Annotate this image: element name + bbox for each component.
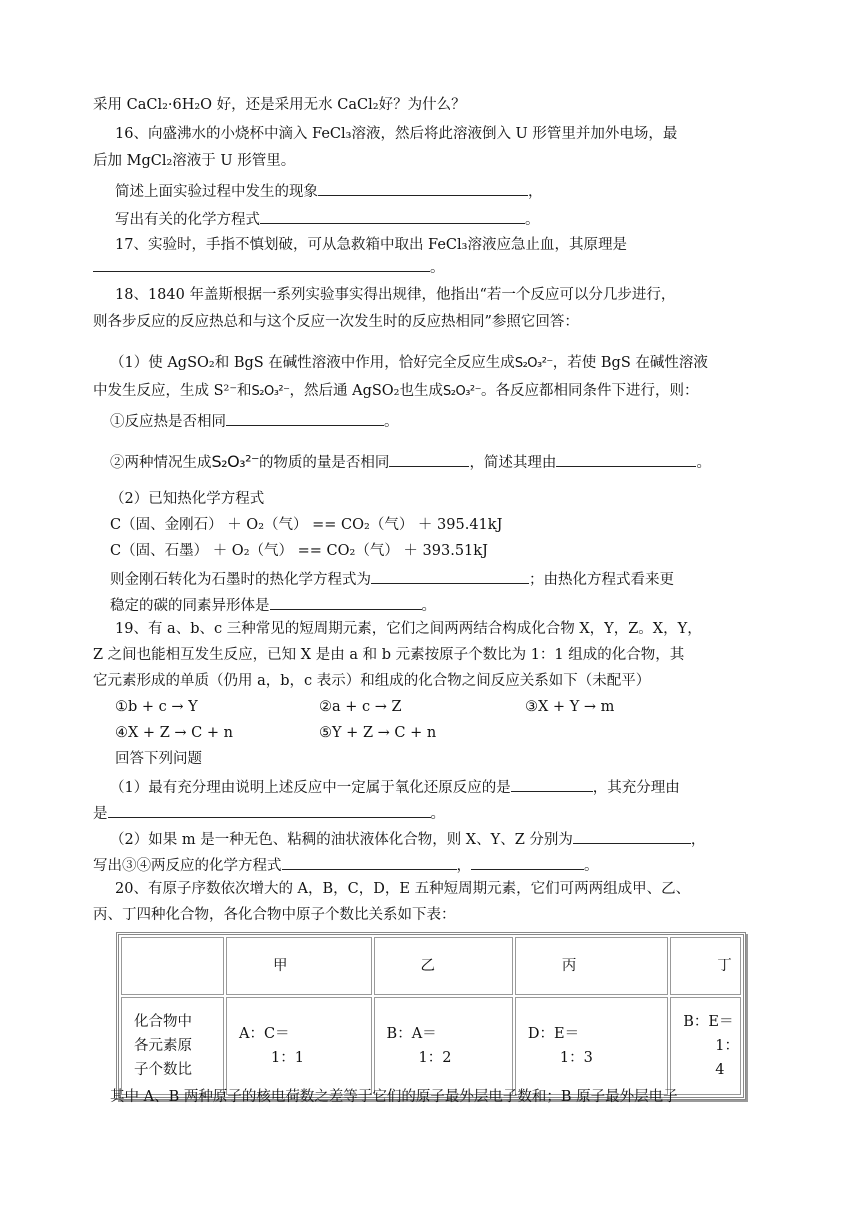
answer-blank[interactable]	[93, 258, 430, 272]
thiosulfate-ion: S₂O₃²⁻	[514, 356, 553, 371]
ratio-value: 1：3	[559, 1050, 593, 1066]
answer-blank[interactable]	[556, 453, 696, 467]
punct: 。	[384, 414, 399, 430]
punct: ，	[690, 832, 706, 848]
text-line: 后加 MgCl₂溶液于 U 形管里。	[93, 153, 296, 169]
row-header-line: 各元素原	[134, 1038, 192, 1054]
text-line: 则各步反应的反应热总和与这个反应一次发生时的反应热相同”参照它回答：	[93, 314, 579, 330]
reaction-4: ④X + Z → C + n	[115, 725, 233, 741]
ratio-value: 1：1	[270, 1050, 304, 1066]
ratio-label: B：E＝	[683, 1014, 734, 1030]
prompt: 。各反应都相同条件下进行，则：	[480, 383, 699, 399]
text-line	[110, 830, 705, 848]
text-line	[110, 412, 399, 430]
thiosulfate-ion: S₂O₃²⁻	[211, 452, 259, 471]
ratio-label: A：C＝	[238, 1026, 290, 1042]
punct: 。	[584, 858, 599, 874]
prompt: （1）最有充分理由说明上述反应中一定属于氧化还原反应的是	[110, 780, 511, 796]
text-line	[93, 856, 599, 874]
answer-blank[interactable]	[318, 182, 528, 196]
text-line: Z 之间也能相互发生反应，已知 X 是由 a 和 b 元素按原子个数比为 1：1 组成的化合物，其	[93, 647, 685, 663]
text-line	[93, 384, 698, 399]
table-header: 乙	[374, 937, 513, 995]
prompt: 写出③④两反应的化学方程式	[93, 858, 282, 874]
thiosulfate-ion: S₂O₃²⁻	[251, 384, 290, 399]
question-19: 19、有 a、b、c 三种常见的短周期元素，它们之间两两结合构成化合物 X，Y，Z。X，Y，	[115, 621, 702, 637]
equation-graphite: C（固、石墨） ＋ O₂（气） == CO₂（气） ＋ 393.51kJ	[110, 543, 488, 559]
reaction-5: ⑤Y + Z → C + n	[319, 725, 437, 741]
ratio-label: B：A＝	[386, 1026, 437, 1042]
row-header-line: 子个数比	[134, 1062, 192, 1078]
table-cell	[374, 997, 513, 1095]
equation-diamond: C（固、金刚石） ＋ O₂（气） == CO₂（气） ＋ 395.41kJ	[110, 517, 503, 533]
answer-blank[interactable]	[260, 210, 525, 224]
prompt: 的物质的量是否相同	[258, 455, 390, 471]
prompt: ，简述其理由	[469, 455, 557, 471]
table-header: 甲	[226, 937, 372, 995]
text-line	[110, 570, 674, 588]
answer-blank[interactable]	[471, 856, 584, 870]
table-cell	[226, 997, 372, 1095]
text-line	[115, 182, 543, 200]
question-18: 18、1840 年盖斯根据一系列实验事实得出规律，他指出“若一个反应可以分几步进行，	[115, 287, 676, 303]
answer-blank[interactable]	[226, 412, 384, 426]
text-line	[93, 804, 445, 822]
answer-blank[interactable]	[371, 570, 529, 584]
prompt: 写出有关的化学方程式	[115, 212, 260, 228]
table-corner	[121, 937, 224, 995]
punct: ，	[456, 858, 471, 874]
text-line	[110, 356, 708, 371]
reaction-3: ③X + Y → m	[525, 699, 615, 715]
table-header: 丁	[670, 937, 741, 995]
punct: 。	[525, 212, 540, 228]
punct: 。	[430, 806, 445, 822]
text-line: （2）已知热化学方程式	[110, 491, 265, 507]
prompt: 中发生反应，生成 S²⁻和	[93, 383, 252, 399]
text-line	[110, 596, 436, 614]
thiosulfate-ion: S₂O₃²⁻	[443, 384, 481, 399]
table-header: 丙	[515, 937, 668, 995]
prompt: 是	[93, 806, 108, 822]
punct: ，	[528, 184, 543, 200]
answer-blank[interactable]	[573, 830, 691, 844]
question-17: 17、实验时，手指不慎划破，可从急救箱中取出 FeCl₃溶液应急止血，其原理是	[115, 237, 627, 253]
text-line: 它元素形成的单质（仍用 a，b，c 表示）和组成的化合物之间反应关系如下（未配平）	[93, 673, 651, 689]
ratio-value: 1：4	[715, 1038, 739, 1078]
text-line: 回答下列问题	[115, 751, 202, 767]
ratio-value: 1：2	[418, 1050, 452, 1066]
prompt: ②两种情况生成	[110, 455, 212, 471]
text-line	[110, 778, 680, 796]
question-20: 20、有原子序数依次增大的 A，B，C，D，E 五种短周期元素，它们可两两组成甲、乙、	[115, 881, 691, 897]
prompt: 则金刚石转化为石墨时的热化学方程式为	[110, 572, 371, 588]
answer-blank[interactable]	[282, 856, 457, 870]
text-line	[93, 258, 445, 276]
row-header-line: 化合物中	[134, 1014, 192, 1030]
prompt: ，其充分理由	[592, 780, 680, 796]
text-line	[110, 453, 711, 471]
table-cell	[670, 997, 741, 1095]
answer-blank[interactable]	[270, 596, 422, 610]
answer-blank[interactable]	[511, 778, 593, 792]
prompt: 稳定的碳的同素异形体是	[110, 598, 270, 614]
punct: 。	[430, 260, 445, 276]
table-row-header	[121, 997, 224, 1095]
answer-blank[interactable]	[389, 453, 469, 467]
punct: 。	[696, 455, 711, 471]
prompt: ，若使 BgS 在碱性溶液	[552, 355, 708, 371]
text-line: 采用 CaCl₂·6H₂O 好，还是采用无水 CaCl₂好？为什么？	[93, 97, 466, 113]
text-line	[115, 210, 540, 228]
text-line: 丙、丁四种化合物，各化合物中原子个数比关系如下表：	[93, 907, 456, 923]
prompt: ，然后通 AgSO₂也生成	[289, 383, 443, 399]
punct: 。	[421, 598, 436, 614]
prompt: （1）使 AgSO₂和 BgS 在碱性溶液中作用，恰好完全反应生成	[110, 355, 515, 371]
prompt: （2）如果 m 是一种无色、粘稠的油状液体化合物，则 X、Y、Z 分别为	[110, 832, 573, 848]
prompt: 简述上面实验过程中发生的现象	[115, 184, 318, 200]
text-line: 其中 A、B 两种原子的核电荷数之差等于它们的原子最外层电子数和；B 原子最外层电子	[110, 1089, 678, 1105]
ratio-label: D：E＝	[527, 1026, 580, 1042]
prompt: ；由热化方程式看来更	[529, 572, 674, 588]
answer-blank[interactable]	[108, 804, 431, 818]
reaction-2: ②a + c → Z	[319, 699, 402, 715]
reaction-1: ①b + c → Y	[115, 699, 198, 715]
question-16: 16、向盛沸水的小烧杯中滴入 FeCl₃溶液，然后将此溶液倒入 U 形管里并加外电场，最	[115, 126, 678, 142]
table-cell	[515, 997, 668, 1095]
prompt: ①反应热是否相同	[110, 414, 226, 430]
ratio-table	[116, 932, 746, 1100]
